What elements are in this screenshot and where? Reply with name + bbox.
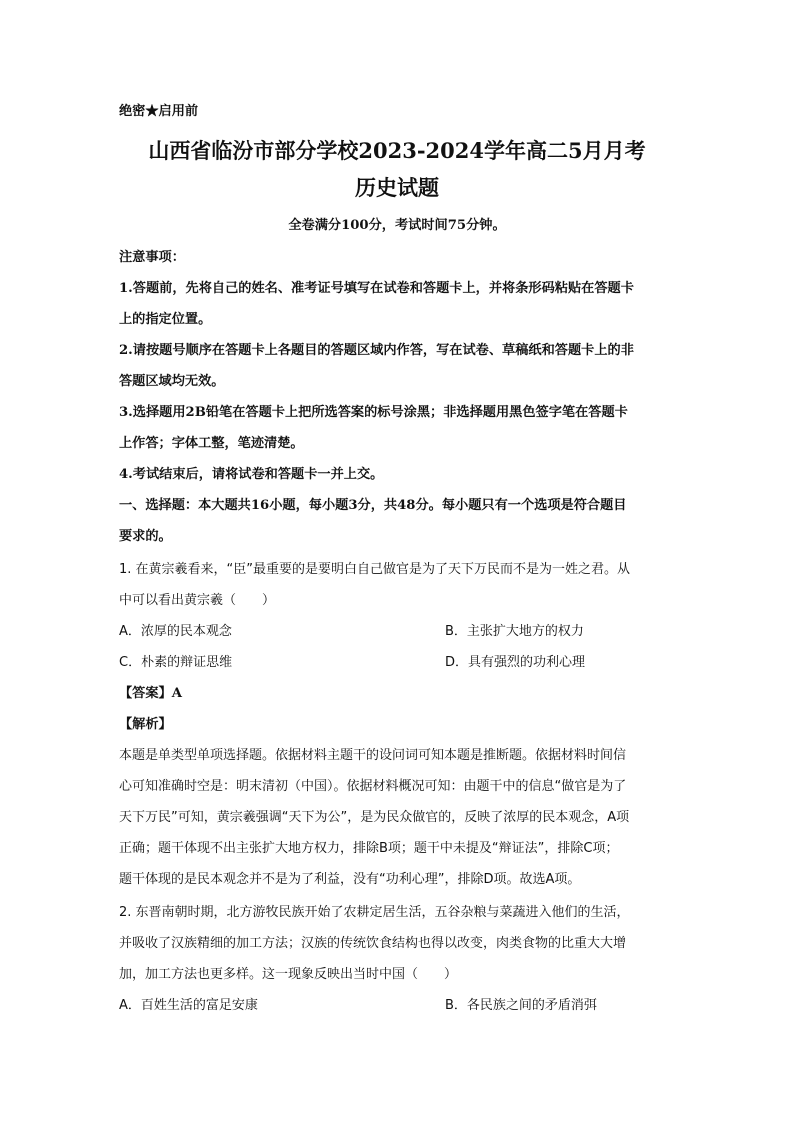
notes-line: 2.请按题号顺序在答题卡上各题目的答题区域内作答，写在试卷、草稿纸和答题卡上的非 <box>119 343 634 358</box>
question-1-analysis-line: 正确；题干体现不出主张扩大地方权力，排除B项；题干中未提及“辩证法”，排除C项； <box>119 841 619 856</box>
question-2-stem: 并吸收了汉族精细的加工方法；汉族的传统饮食结构也得以改变，肉类食物的比重大大增 <box>119 936 627 951</box>
exam-info: 全卷满分100分，考试时间75分钟。 <box>288 218 506 233</box>
question-1-option-c: C．朴素的辩证思维 <box>119 655 233 670</box>
exam-title: 山西省临汾市部分学校2023-2024学年高二5月月考 <box>148 138 646 163</box>
notes-line: 4.考试结束后，请将试卷和答题卡一并上交。 <box>119 467 384 482</box>
secret-mark: 绝密★启用前 <box>119 104 199 119</box>
question-2-option-a: A．百姓生活的富足安康 <box>119 998 258 1013</box>
question-1-analysis-heading: 【解析】 <box>119 717 172 732</box>
section-heading: 一、选择题：本大题共16小题，每小题3分，共48分。每小题只有一个选项是符合题目 <box>119 498 627 513</box>
question-1-option-b: B．主张扩大地方的权力 <box>445 624 584 639</box>
question-1-stem: 中可以看出黄宗羲（ ） <box>119 593 276 608</box>
notes-line: 上的指定位置。 <box>119 312 212 327</box>
notes-line: 答题区域均无效。 <box>119 374 225 389</box>
section-heading: 要求的。 <box>119 529 172 544</box>
question-1-analysis-line: 本题是单类型单项选择题。依据材料主题干的设问词可知本题是推断题。依据材料时间信 <box>119 748 627 763</box>
question-1-analysis-line: 天下万民”可知，黄宗羲强调“天下为公”，是为民众做官的，反映了浓厚的民本观念，A项 <box>119 810 630 825</box>
question-1-stem: 1. 在黄宗羲看来，“臣”最重要的是要明白自己做官是为了天下万民而不是为一姓之君。从 <box>119 562 631 577</box>
question-2-stem: 加，加工方法也更多样。这一现象反映出当时中国（ ） <box>119 967 458 982</box>
question-2-option-b: B．各民族之间的矛盾消弭 <box>445 998 597 1013</box>
notes-line: 3.选择题用2B铅笔在答题卡上把所选答案的标号涂黑；非选择题用黑色签字笔在答题卡 <box>119 405 628 420</box>
question-1-option-a: A．浓厚的民本观念 <box>119 624 232 639</box>
question-1-analysis-line: 题干体现的是民本观念并不是为了利益，没有“功利心理”，排除D项。故选A项。 <box>119 872 581 887</box>
question-1-option-d: D．具有强烈的功利心理 <box>445 655 586 670</box>
exam-subtitle: 历史试题 <box>355 175 439 200</box>
question-1-analysis-line: 心可知准确时空是：明末清初（中国）。依据材料概况可知：由题干中的信息“做官是为了 <box>119 779 627 794</box>
notes-line: 上作答；字体工整，笔迹清楚。 <box>119 436 304 451</box>
question-1-answer: 【答案】A <box>119 686 182 701</box>
notes-line: 1.答题前，先将自己的姓名、准考证号填写在试卷和答题卡上，并将条形码粘贴在答题卡 <box>119 281 634 296</box>
notes-heading: 注意事项： <box>119 250 185 265</box>
question-2-stem: 2. 东晋南朝时期，北方游牧民族开始了农耕定居生活，五谷杂粮与菜蔬进入他们的生活， <box>119 905 630 920</box>
